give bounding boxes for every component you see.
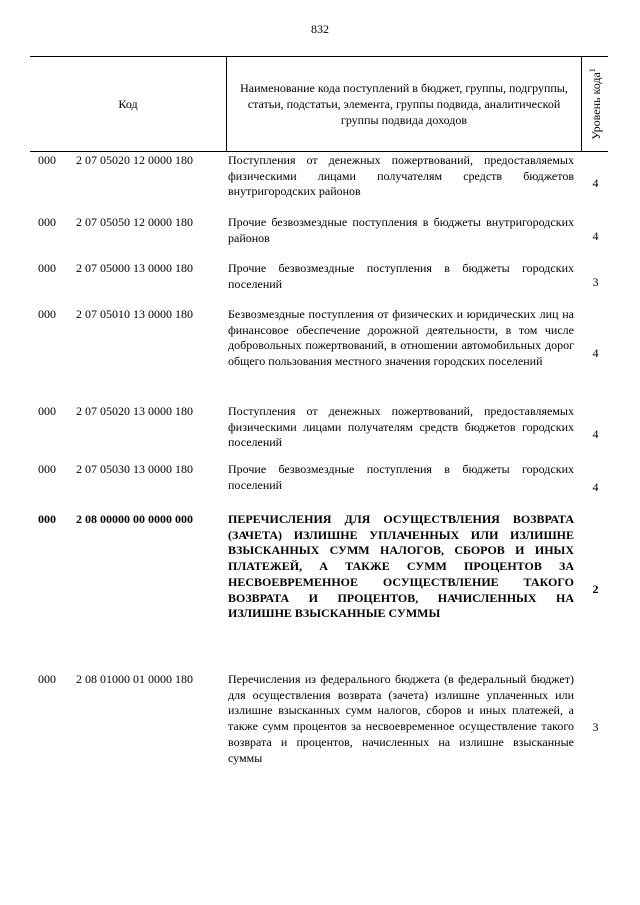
row-code: 2 07 05020 12 0000 180 <box>76 153 193 167</box>
row-prefix: 000 <box>38 153 56 167</box>
row-code: 2 07 05010 13 0000 180 <box>76 307 193 321</box>
table-row <box>30 153 608 201</box>
row-name: ПЕРЕЧИСЛЕНИЯ ДЛЯ ОСУЩЕСТВЛЕНИЯ ВОЗВРАТА (ЗАЧЕТА) ИЗЛИШНЕ УПЛАЧЕННЫХ ИЛИ ИЗЛИШНЕ ВЗЫСКАННЫХ СУММ НАЛОГОВ, СБОРОВ И ИНЫХ ПЛАТЕЖЕЙ, А ТАКЖЕ СУММ ПРОЦЕНТОВ ЗА НЕСВОЕВРЕМЕННОЕ ОСУЩЕСТВЛЕНИЕ ТАКОГО ВОЗВРАТА И ПРОЦЕНТОВ, НАЧИСЛЕННЫХ НА ИЗЛИШНЕ ВЗЫСКАННЫЕ СУММЫ <box>228 512 574 621</box>
row-code: 2 07 05030 13 0000 180 <box>76 462 193 476</box>
row-prefix: 000 <box>38 307 56 321</box>
table-row <box>30 462 608 494</box>
header-code: Код <box>30 57 227 151</box>
row-level: 3 <box>592 720 599 734</box>
row-prefix: 000 <box>38 672 56 686</box>
header-name: Наименование кода поступлений в бюджет, группы, подгруппы, статьи, подстатьи, элемента, группы подвида, аналитической группы подвида доходов <box>227 57 582 151</box>
row-code: 2 07 05050 12 0000 180 <box>76 215 193 229</box>
row-level: 4 <box>592 427 599 441</box>
row-name: Перечисления из федерального бюджета (в федеральный бюджет) для осуществления возврата (зачета) излишне уплаченных или излишне взысканных сумм налогов, сборов и иных платежей, а также сумм процентов за несвоевременное осуществление такого возврата и процентов, начисленных на излишне взысканные суммы <box>228 672 574 765</box>
row-code: 2 07 05020 13 0000 180 <box>76 404 193 418</box>
table-row <box>30 215 608 247</box>
row-name: Прочие безвозмездные поступления в бюджеты городских поселений <box>228 261 574 291</box>
row-level: 3 <box>592 275 599 289</box>
table-row <box>30 307 608 387</box>
table-row <box>30 404 608 452</box>
row-name: Поступления от денежных пожертвований, предоставляемых физическими лицами получателям средств бюджетов городских поселений <box>228 404 574 450</box>
header-level-label: Уровень кода <box>588 72 603 140</box>
row-code: 2 08 01000 01 0000 180 <box>76 672 193 686</box>
row-prefix: 000 <box>38 404 56 418</box>
row-level: 4 <box>592 176 599 190</box>
row-level: 4 <box>592 480 599 494</box>
header-level-footnote: 1 <box>587 68 597 73</box>
header-level-text <box>588 68 604 140</box>
row-name: Прочие безвозмездные поступления в бюджеты внутригородских районов <box>228 215 574 245</box>
row-prefix: 000 <box>38 512 56 526</box>
row-level: 2 <box>592 582 599 596</box>
row-level: 4 <box>592 229 599 243</box>
table-row <box>30 261 608 293</box>
row-prefix: 000 <box>38 462 56 476</box>
row-code: 2 08 00000 00 0000 000 <box>76 512 193 526</box>
row-level: 4 <box>592 346 599 360</box>
table-row <box>30 512 608 656</box>
row-prefix: 000 <box>38 215 56 229</box>
page-number: 832 <box>311 22 329 36</box>
table-row <box>30 672 608 768</box>
header-level <box>583 57 608 151</box>
row-name: Безвозмездные поступления от физических и юридических лиц на финансовое обеспечение дорожной деятельности, в том числе добровольных пожертвований, в отношении автомобильных дорог общего пользования местного значения городских поселений <box>228 307 574 369</box>
table-header <box>30 56 608 152</box>
row-prefix: 000 <box>38 261 56 275</box>
row-name: Поступления от денежных пожертвований, предоставляемых физическими лицами получателям средств бюджетов внутригородских районов <box>228 153 574 199</box>
row-code: 2 07 05000 13 0000 180 <box>76 261 193 275</box>
row-name: Прочие безвозмездные поступления в бюджеты городских поселений <box>228 462 574 492</box>
